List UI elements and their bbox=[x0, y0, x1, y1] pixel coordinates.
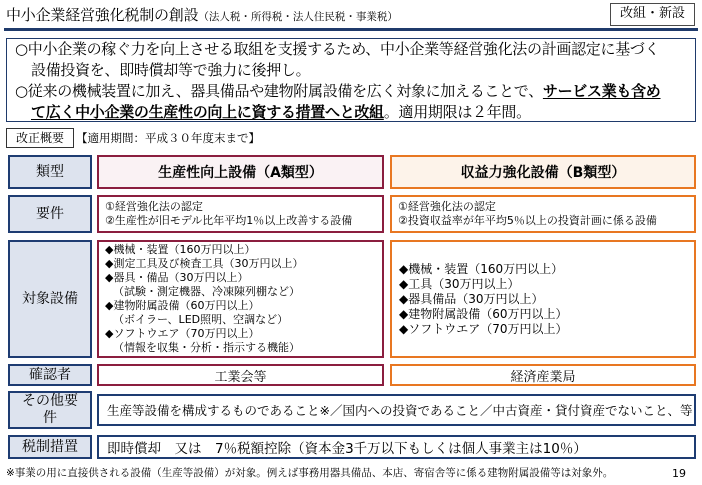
intro-line-4-emphasis: て広く中小企業の生産性の向上に資する措置へと改組 bbox=[31, 103, 384, 121]
footnote: ※事業の用に直接供される設備（生産等設備）が対象。例えば事務用器具備品、本店、寄宿舎等に係る建物附属設備等は対象外。 bbox=[6, 467, 614, 479]
list-item-note: （情報を収集・分析・指示する機能） bbox=[113, 341, 300, 354]
typeA-confirmer: 工業会等 bbox=[97, 364, 384, 386]
list-item: ◆建物附属設備（60万円以上） bbox=[105, 299, 260, 312]
typeB-requirements bbox=[390, 195, 696, 233]
list-item: ◆器具備品（30万円以上） bbox=[399, 292, 544, 306]
title-main: 中小企業経営強化税制の創設 bbox=[6, 6, 199, 24]
row-label-type: 類型 bbox=[8, 155, 92, 189]
list-item: ◆工具（30万円以上） bbox=[399, 277, 520, 291]
row-label-target: 対象設備 bbox=[8, 240, 92, 358]
row-label-requirements: 要件 bbox=[8, 195, 92, 233]
intro-box bbox=[6, 38, 696, 122]
list-item: ◆ソフトウエア（70万円以上） bbox=[399, 322, 568, 336]
application-period: 【適用期間：平成３０年度末まで】 bbox=[76, 131, 260, 145]
list-item-note: （ボイラー、LED照明、空調など） bbox=[113, 313, 289, 326]
intro-line-3-text: ○従来の機械装置に加え、器具備品や建物附属設備を広く対象に加えることで、 bbox=[15, 82, 543, 100]
page-title bbox=[6, 4, 398, 25]
typeA-req-1: ①経営強化法の認定 bbox=[105, 200, 203, 213]
list-item: ◆建物附属設備（60万円以上） bbox=[399, 307, 568, 321]
other-requirements: 生産等設備を構成するものであること※／国内への投資であること／中古資産・貸付資産でないこと、等 bbox=[97, 394, 696, 426]
list-item: ◆機械・装置（160万円以上） bbox=[105, 243, 256, 256]
page-number: 19 bbox=[672, 467, 686, 480]
row-label-other bbox=[8, 391, 92, 429]
list-item: ◆測定工具及び検査工具（30万円以上） bbox=[105, 257, 304, 270]
typeA-title: 生産性向上設備（A類型） bbox=[97, 155, 384, 189]
intro-line-2: 設備投資を、即時償却等で強力に後押し。 bbox=[31, 61, 311, 79]
typeB-title: 収益力強化設備（B類型） bbox=[390, 155, 696, 189]
typeB-req-2: ②投資収益率が年平均5％以上の投資計画に係る設備 bbox=[398, 214, 657, 227]
row-label-other-line2: 件 bbox=[43, 410, 57, 426]
typeA-requirements bbox=[97, 195, 384, 233]
typeA-target-list bbox=[97, 240, 384, 358]
typeA-req-2: ②生産性が旧モデル比年平均1％以上改善する設備 bbox=[105, 214, 353, 227]
intro-line-3 bbox=[15, 81, 695, 102]
typeB-req-1: ①経営強化法の認定 bbox=[398, 200, 496, 213]
tax-measures: 即時償却 又は 7％税額控除（資本金3千万以下もしくは個人事業主は10％） bbox=[97, 435, 696, 459]
typeB-confirmer: 経済産業局 bbox=[390, 364, 696, 386]
intro-line-4-text: 。適用期限は２年間。 bbox=[383, 103, 531, 121]
status-tag: 改組・新設 bbox=[610, 3, 695, 26]
list-item: ◆器具・備品（30万円以上） bbox=[105, 271, 249, 284]
summary-label: 改正概要 bbox=[6, 128, 74, 148]
row-label-other-line1: その他要 bbox=[22, 393, 78, 409]
list-item: ◆ソフトウエア（70万円以上） bbox=[105, 327, 260, 340]
title-subtitle: （法人税・所得税・法人住民税・事業税） bbox=[198, 11, 398, 23]
intro-line-4 bbox=[15, 102, 695, 123]
list-item-note: （試験・測定機器、冷凍陳列棚など） bbox=[113, 285, 300, 298]
typeB-target-list bbox=[390, 240, 696, 358]
intro-line-1: ○中小企業の稼ぐ力を向上させる取組を支援するため、中小企業等経営強化法の計画認定に基づく bbox=[15, 40, 660, 58]
header-divider bbox=[4, 28, 698, 31]
list-item: ◆機械・装置（160万円以上） bbox=[399, 262, 564, 276]
row-label-tax: 税制措置 bbox=[8, 435, 92, 459]
intro-line-3-emphasis: サービス業も含め bbox=[542, 82, 661, 100]
row-label-confirmer: 確認者 bbox=[8, 364, 92, 386]
